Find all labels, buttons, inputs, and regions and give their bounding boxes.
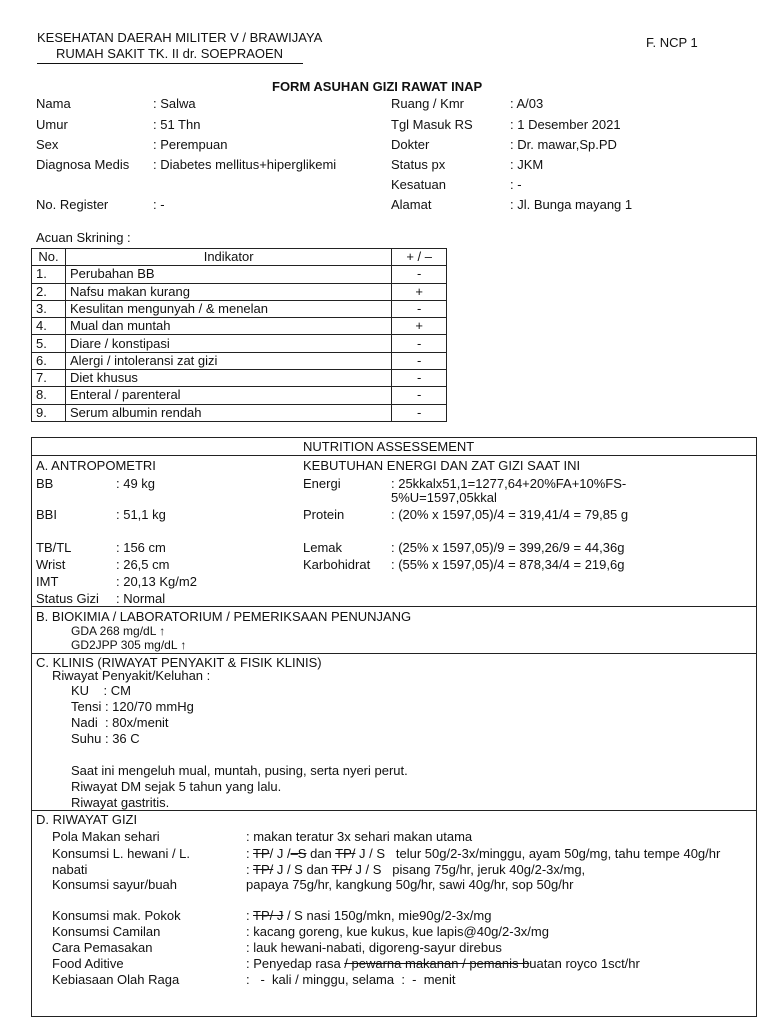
gizi-label: Pola Makan sehari — [52, 829, 160, 844]
lab-result: GDA 268 mg/dL ↑ — [71, 624, 166, 638]
table-row — [32, 318, 447, 335]
clinical-note: Riwayat gastritis. — [71, 795, 170, 810]
col-header: + / – — [392, 249, 447, 266]
needs-value: : (25% x 1597,05)/9 = 399,26/9 = 44,36g — [391, 540, 625, 555]
needs-value: : 25kkalx51,1=1277,64+20%FA+10%FS- — [391, 476, 627, 491]
cell-mark: - — [392, 370, 447, 387]
vital-sign: Tensi : 120/70 mmHg — [71, 699, 194, 714]
text: / S nasi 150g/mkn, mie90g/2-3x/mg — [283, 908, 492, 923]
field-value: : Perempuan — [153, 137, 228, 152]
org-line-1: KESEHATAN DAERAH MILITER V / BRAWIJAYA — [37, 30, 323, 45]
antro-value: : 49 kg — [116, 476, 156, 491]
vital-sign: KU : CM — [71, 683, 131, 698]
cell-indikator: Diare / konstipasi — [66, 335, 392, 352]
needs-value: : (20% x 1597,05)/4 = 319,41/4 = 79,85 g — [391, 507, 629, 522]
field-value: : Diabetes mellitus+hiperglikemi — [153, 157, 337, 172]
text: J / S pisang 75g/hr, jeruk 40g/2-3x/mg, — [351, 862, 586, 877]
text: : Penyedap rasa — [246, 956, 345, 971]
table-header-row — [32, 249, 447, 266]
table-row — [32, 404, 447, 421]
field-label: Ruang / Kmr — [391, 96, 464, 111]
field-label: Umur — [36, 117, 68, 132]
struck-text: TP/ J — [253, 908, 284, 923]
cell-mark: - — [392, 387, 447, 404]
struck-text: TP/ — [331, 862, 352, 877]
antro-value: : 26,5 cm — [116, 557, 170, 572]
cell-indikator: Nafsu makan kurang — [66, 283, 392, 300]
col-header: No. — [32, 249, 66, 266]
gizi-value-pokok — [246, 908, 491, 924]
cell-no: 9. — [32, 404, 66, 421]
needs-label: Karbohidrat — [303, 557, 371, 572]
cell-mark: + — [392, 318, 447, 335]
field-label: Tgl Masuk RS — [391, 117, 473, 132]
text: J / S dan — [273, 862, 332, 877]
gizi-label: Food Aditive — [52, 956, 124, 971]
table-row — [32, 283, 447, 300]
table-row — [32, 300, 447, 317]
antro-label: Status Gizi — [36, 591, 99, 606]
cell-no: 6. — [32, 352, 66, 369]
gizi-value-nabati — [246, 862, 585, 878]
gizi-value: : kacang goreng, kue kukus, kue lapis@40g/2-3x/mg — [246, 924, 549, 939]
field-value: : A/03 — [510, 96, 544, 111]
vital-sign: Nadi : 80x/menit — [71, 715, 169, 730]
antro-value: : 51,1 kg — [116, 507, 166, 522]
screening-table — [31, 248, 447, 422]
screening-caption: Acuan Skrining : — [36, 230, 131, 245]
gizi-value-aditif — [246, 956, 640, 972]
field-label: Sex — [36, 137, 59, 152]
cell-mark: + — [392, 283, 447, 300]
needs-value: 5%U=1597,05kkal — [391, 490, 497, 505]
text: : — [246, 846, 253, 861]
field-label: Alamat — [391, 197, 432, 212]
field-label: Dokter — [391, 137, 430, 152]
antro-value: : 20,13 Kg/m2 — [116, 574, 197, 589]
antro-label: BBI — [36, 507, 57, 522]
table-row — [32, 266, 447, 283]
cell-indikator: Serum albumin rendah — [66, 404, 392, 421]
field-value: : Jl. Bunga mayang 1 — [510, 197, 633, 212]
field-value: : 1 Desember 2021 — [510, 117, 621, 132]
field-value: : Salwa — [153, 96, 196, 111]
field-value: : - — [153, 197, 165, 212]
needs-label: Lemak — [303, 540, 343, 555]
form-code: F. NCP 1 — [646, 35, 698, 50]
cell-mark: - — [392, 300, 447, 317]
gizi-label: Konsumsi Camilan — [52, 924, 161, 939]
cell-indikator: Mual dan muntah — [66, 318, 392, 335]
struck-text: / pewarna makanan / pemanis b — [344, 956, 530, 971]
cell-mark: - — [392, 266, 447, 283]
clinical-note: Riwayat DM sejak 5 tahun yang lalu. — [71, 779, 282, 794]
text: dan — [306, 846, 336, 861]
field-value: : Dr. mawar,Sp.PD — [510, 137, 617, 152]
field-label: No. Register — [36, 197, 109, 212]
antro-title: A. ANTROPOMETRI — [36, 458, 156, 473]
text: : — [246, 862, 253, 877]
cell-no: 8. — [32, 387, 66, 404]
field-value: : - — [510, 177, 522, 192]
gizi-label: Konsumsi sayur/buah — [52, 877, 178, 892]
header-underline — [37, 63, 303, 64]
needs-label: Energi — [303, 476, 341, 491]
clinical-note: Saat ini mengeluh mual, muntah, pusing, serta nyeri perut. — [71, 763, 408, 778]
field-label: Status px — [391, 157, 446, 172]
klinis-title: C. KLINIS (RIWAYAT PENYAKIT & FISIK KLINIS) — [36, 655, 322, 670]
org-line-2: RUMAH SAKIT TK. II dr. SOEPRAOEN — [56, 46, 284, 61]
antro-label: Wrist — [36, 557, 66, 572]
assessment-title: NUTRITION ASSESSEMENT — [303, 439, 475, 454]
table-row — [32, 387, 447, 404]
lab-result: GD2JPP 305 mg/dL ↑ — [71, 638, 187, 652]
vital-sign: Suhu : 36 C — [71, 731, 140, 746]
antro-label: IMT — [36, 574, 59, 589]
gizi-label: Cara Pemasakan — [52, 940, 153, 955]
cell-no: 4. — [32, 318, 66, 335]
text: / J / — [269, 846, 291, 861]
cell-mark: - — [392, 404, 447, 421]
antro-label: TB/TL — [36, 540, 72, 555]
table-row — [32, 370, 447, 387]
gizi-label: Konsumsi mak. Pokok — [52, 908, 181, 923]
cell-no: 7. — [32, 370, 66, 387]
bio-title: B. BIOKIMIA / LABORATORIUM / PEMERIKSAAN PENUNJANG — [36, 609, 412, 624]
form-title: FORM ASUHAN GIZI RAWAT INAP — [272, 79, 483, 94]
struck-text: TP — [253, 846, 270, 861]
antro-label: BB — [36, 476, 54, 491]
needs-value: : (55% x 1597,05)/4 = 878,34/4 = 219,6g — [391, 557, 625, 572]
cell-no: 3. — [32, 300, 66, 317]
field-label: Kesatuan — [391, 177, 446, 192]
gizi-label: nabati — [52, 862, 88, 877]
field-label: Nama — [36, 96, 71, 111]
struck-text: TP/ — [253, 862, 274, 877]
gizi-value: : lauk hewani-nabati, digoreng-sayur direbus — [246, 940, 502, 955]
cell-mark: - — [392, 352, 447, 369]
cell-no: 5. — [32, 335, 66, 352]
col-header: Indikator — [66, 249, 392, 266]
struck-text: –S — [290, 846, 307, 861]
field-label: Diagnosa Medis — [36, 157, 130, 172]
text: uatan royco 1sct/hr — [529, 956, 640, 971]
needs-title: KEBUTUHAN ENERGI DAN ZAT GIZI SAAT INI — [303, 458, 581, 473]
field-value: : JKM — [510, 157, 544, 172]
needs-label: Protein — [303, 507, 345, 522]
divider — [31, 653, 757, 654]
cell-no: 2. — [32, 283, 66, 300]
cell-indikator: Enteral / parenteral — [66, 387, 392, 404]
cell-indikator: Kesulitan mengunyah / & menelan — [66, 300, 392, 317]
antro-value: : 156 cm — [116, 540, 166, 555]
table-row — [32, 352, 447, 369]
gizi-value: : makan teratur 3x sehari makan utama — [246, 829, 473, 844]
text: : — [246, 908, 253, 923]
gizi-title: D. RIWAYAT GIZI — [36, 812, 138, 827]
gizi-label: Konsumsi L. hewani / L. — [52, 846, 191, 861]
cell-no: 1. — [32, 266, 66, 283]
gizi-label: Kebiasaan Olah Raga — [52, 972, 180, 987]
cell-indikator: Perubahan BB — [66, 266, 392, 283]
cell-mark: - — [392, 335, 447, 352]
gizi-value: papaya 75g/hr, kangkung 50g/hr, sawi 40g/hr, sop 50g/hr — [246, 877, 574, 892]
text: J / S telur 50g/2-3x/minggu, ayam 50g/mg, tahu tempe 40g/hr — [355, 846, 721, 861]
antro-value: : Normal — [116, 591, 166, 606]
gizi-value: : - kali / minggu, selama : - menit — [246, 972, 456, 987]
struck-text: TP/ — [335, 846, 356, 861]
cell-indikator: Diet khusus — [66, 370, 392, 387]
field-value: : 51 Thn — [153, 117, 201, 132]
gizi-value-hewani — [246, 846, 720, 862]
cell-indikator: Alergi / intoleransi zat gizi — [66, 352, 392, 369]
klinis-subtitle: Riwayat Penyakit/Keluhan : — [52, 668, 211, 683]
table-row — [32, 335, 447, 352]
